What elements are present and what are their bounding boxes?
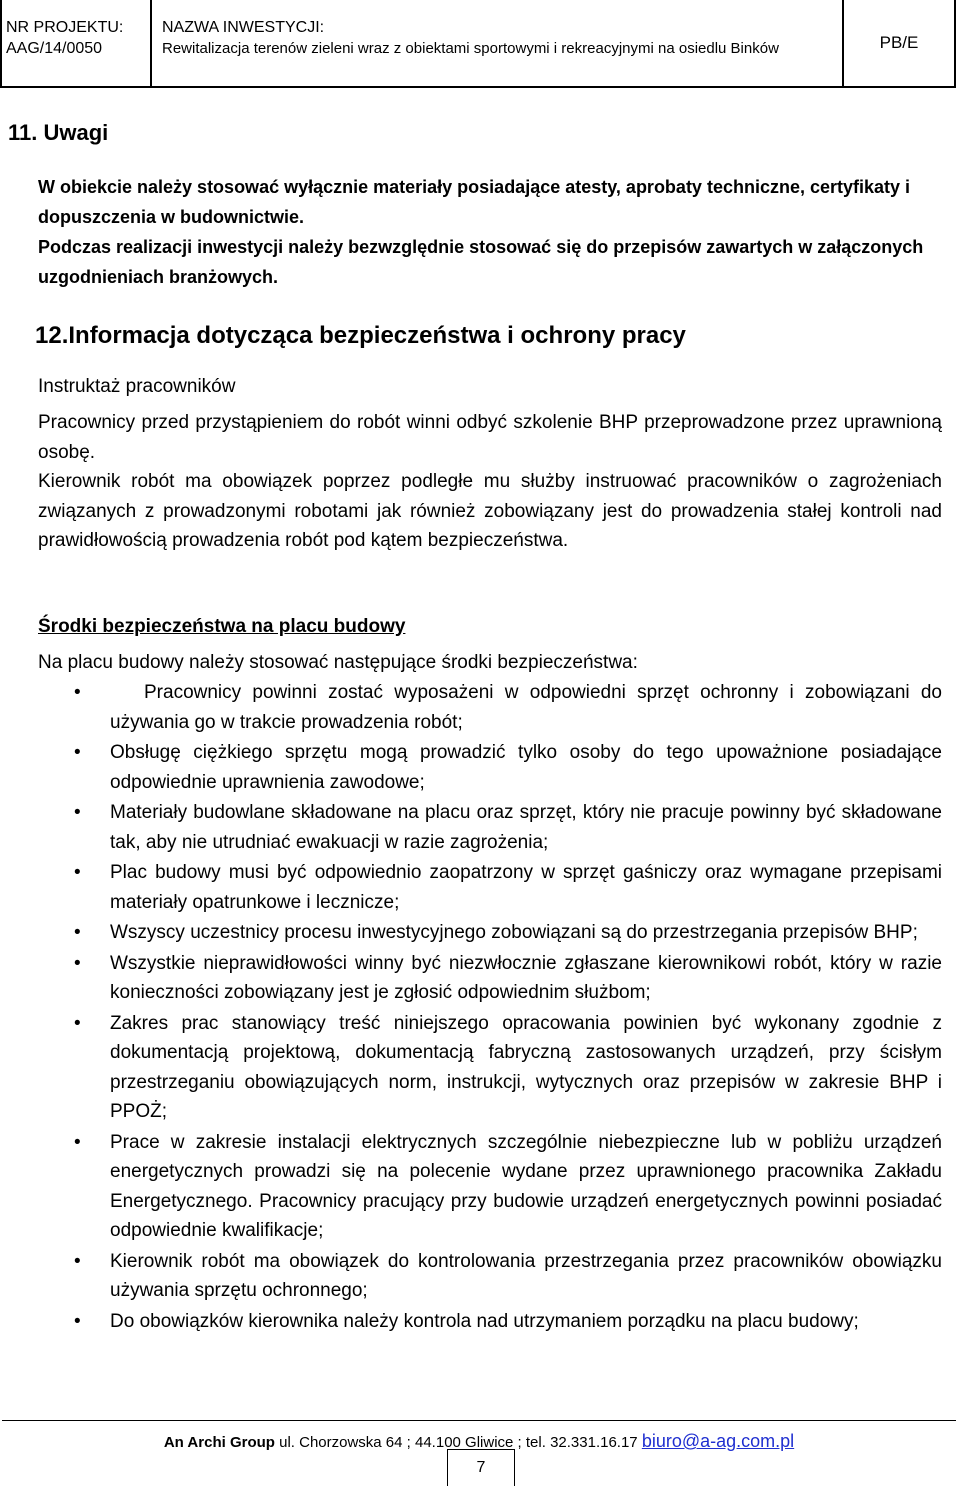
list-item-text: Wszyscy uczestnicy procesu inwestycyjnego zobowiązani są do przestrzegania przepisów BHP; bbox=[110, 922, 918, 943]
list-item bbox=[38, 1247, 942, 1306]
page-number: 7 bbox=[447, 1449, 515, 1486]
bullet-icon: • bbox=[74, 682, 81, 703]
investment-name-value: Rewitalizacja terenów zieleni wraz z obiektami sportowymi i rekreacyjnymi na osiedlu Binków bbox=[162, 40, 779, 57]
project-number-label: NR PROJEKTU: bbox=[6, 19, 124, 36]
list-item-text: Plac budowy musi być odpowiednio zaopatrzony w sprzęt gaśniczy oraz wymagane przepisami materiały opatrunkowe i lecznicze; bbox=[110, 862, 942, 913]
footer-company: An Archi Group bbox=[163, 1434, 275, 1451]
list-item bbox=[38, 678, 942, 737]
list-item-text: Kierownik robót ma obowiązek do kontrolowania przestrzegania przez pracowników obowiązku używania sprzętu ochronnego; bbox=[110, 1250, 942, 1301]
list-item bbox=[38, 798, 942, 857]
safety-measures-list bbox=[38, 678, 942, 1337]
document-footer bbox=[2, 1420, 956, 1476]
bullet-icon: • bbox=[74, 1131, 81, 1153]
section-12-heading: 12.Informacja dotycząca bezpieczeństwa i ochrony pracy bbox=[35, 322, 686, 349]
subheading-worker-training: Instruktaż pracowników bbox=[38, 376, 236, 397]
section-11-paragraph-2: Podczas realizacji inwestycji należy bezwzględnie stosować się do przepisów zawartych w załączonych uzgodnieniach branżowych. bbox=[38, 237, 924, 287]
footer-address: ul. Chorzowska 64 ; 44.100 Gliwice ; tel. 32.331.16.17 bbox=[274, 1434, 642, 1451]
bullet-icon: • bbox=[74, 952, 81, 974]
section-11-paragraph-1: W obiekcie należy stosować wyłącznie materiały posiadające atesty, aprobaty techniczne, certyfikaty i dopuszczenia w budownictwie. bbox=[38, 177, 911, 227]
list-item bbox=[38, 918, 942, 948]
list-item bbox=[38, 858, 942, 917]
list-item-text: Wszystkie nieprawidłowości winny być niezwłocznie zgłaszane kierownikowi robót, który w razie konieczności zobowiązany jest je zgłosić odpowiednim służbom; bbox=[110, 952, 942, 1003]
list-item bbox=[38, 738, 942, 797]
bullet-icon: • bbox=[74, 1012, 81, 1034]
list-item bbox=[38, 1128, 942, 1246]
list-item bbox=[38, 1307, 942, 1337]
investment-name-cell bbox=[152, 0, 844, 86]
bullet-icon: • bbox=[74, 862, 81, 883]
list-item-text: Pracownicy powinni zostać wyposażeni w odpowiedni sprzęt ochronny i zobowiązani do używania go w trakcie prowadzenia robót; bbox=[110, 682, 942, 733]
list-item-text: Do obowiązków kierownika należy kontrola nad utrzymaniem porządku na placu budowy; bbox=[110, 1310, 859, 1332]
project-number-cell bbox=[2, 0, 152, 86]
project-number-value: AAG/14/0050 bbox=[6, 40, 103, 57]
list-item-text: Obsługę ciężkiego sprzętu mogą prowadzić tylko osoby do tego upoważnione posiadające odpowiednie uprawnienia zawodowe; bbox=[110, 742, 942, 793]
safety-measures-intro: Na placu budowy należy stosować następujące środki bezpieczeństwa: bbox=[38, 652, 638, 673]
list-item-text: Materiały budowlane składowane na placu oraz sprzęt, który nie pracuje powinny być składowane tak, aby nie utrudniać ewakuacji w razie zagrożenia; bbox=[110, 802, 942, 853]
list-item-text: Zakres prac stanowiący treść niniejszego opracowania powinien być wykonany zgodnie z dokumentacją projektową, dokumentacją fabryczną zastosowanych urządzeń, przy ścisłym przestrzeganiu obowiązujących norm, instrukcji, wytycznych oraz przepisów w zakresie BHP i PPOŻ; bbox=[110, 1012, 942, 1122]
training-paragraph-1: Pracownicy przed przystąpieniem do robót winni odbyć szkolenie BHP przeprowadzone przez uprawnioną osobę. bbox=[38, 412, 942, 463]
training-paragraph-2: Kierownik robót ma obowiązek poprzez podległe mu służby instruować pracowników o zagrożeniach związanych z prowadzonymi robotami jak również zobowiązany jest do prowadzenia stałej kontroli nad prawidłowością prowadzenia robót pod kątem bezpieczeństwa. bbox=[38, 471, 942, 551]
bullet-icon: • bbox=[74, 1310, 81, 1332]
investment-name-label: NAZWA INWESTYCJI: bbox=[162, 19, 325, 36]
list-item-text: Prace w zakresie instalacji elektrycznych szczególnie niebezpieczne lub w pobliżu urządzeń energetycznych prowadzi się na polecenie wydane przez uprawnionego pracownika Zakładu Energetycznego. Pracownicy pracujący przy budowie urządzeń energetycznych powinni posiadać odpowiednie kwalifikacje; bbox=[110, 1131, 942, 1241]
list-item bbox=[38, 949, 942, 1008]
list-item bbox=[38, 1009, 942, 1127]
bullet-icon: • bbox=[74, 802, 81, 823]
subheading-safety-measures: Środki bezpieczeństwa na placu budowy bbox=[38, 616, 406, 637]
footer-email-link[interactable]: biuro@a-ag.com.pl bbox=[641, 1431, 795, 1451]
bullet-icon: • bbox=[74, 922, 81, 943]
document-code: PB/E bbox=[879, 33, 919, 52]
section-11-heading: 11. Uwagi bbox=[8, 120, 109, 145]
bullet-icon: • bbox=[74, 742, 81, 763]
document-header bbox=[0, 0, 956, 88]
bullet-icon: • bbox=[74, 1250, 81, 1272]
